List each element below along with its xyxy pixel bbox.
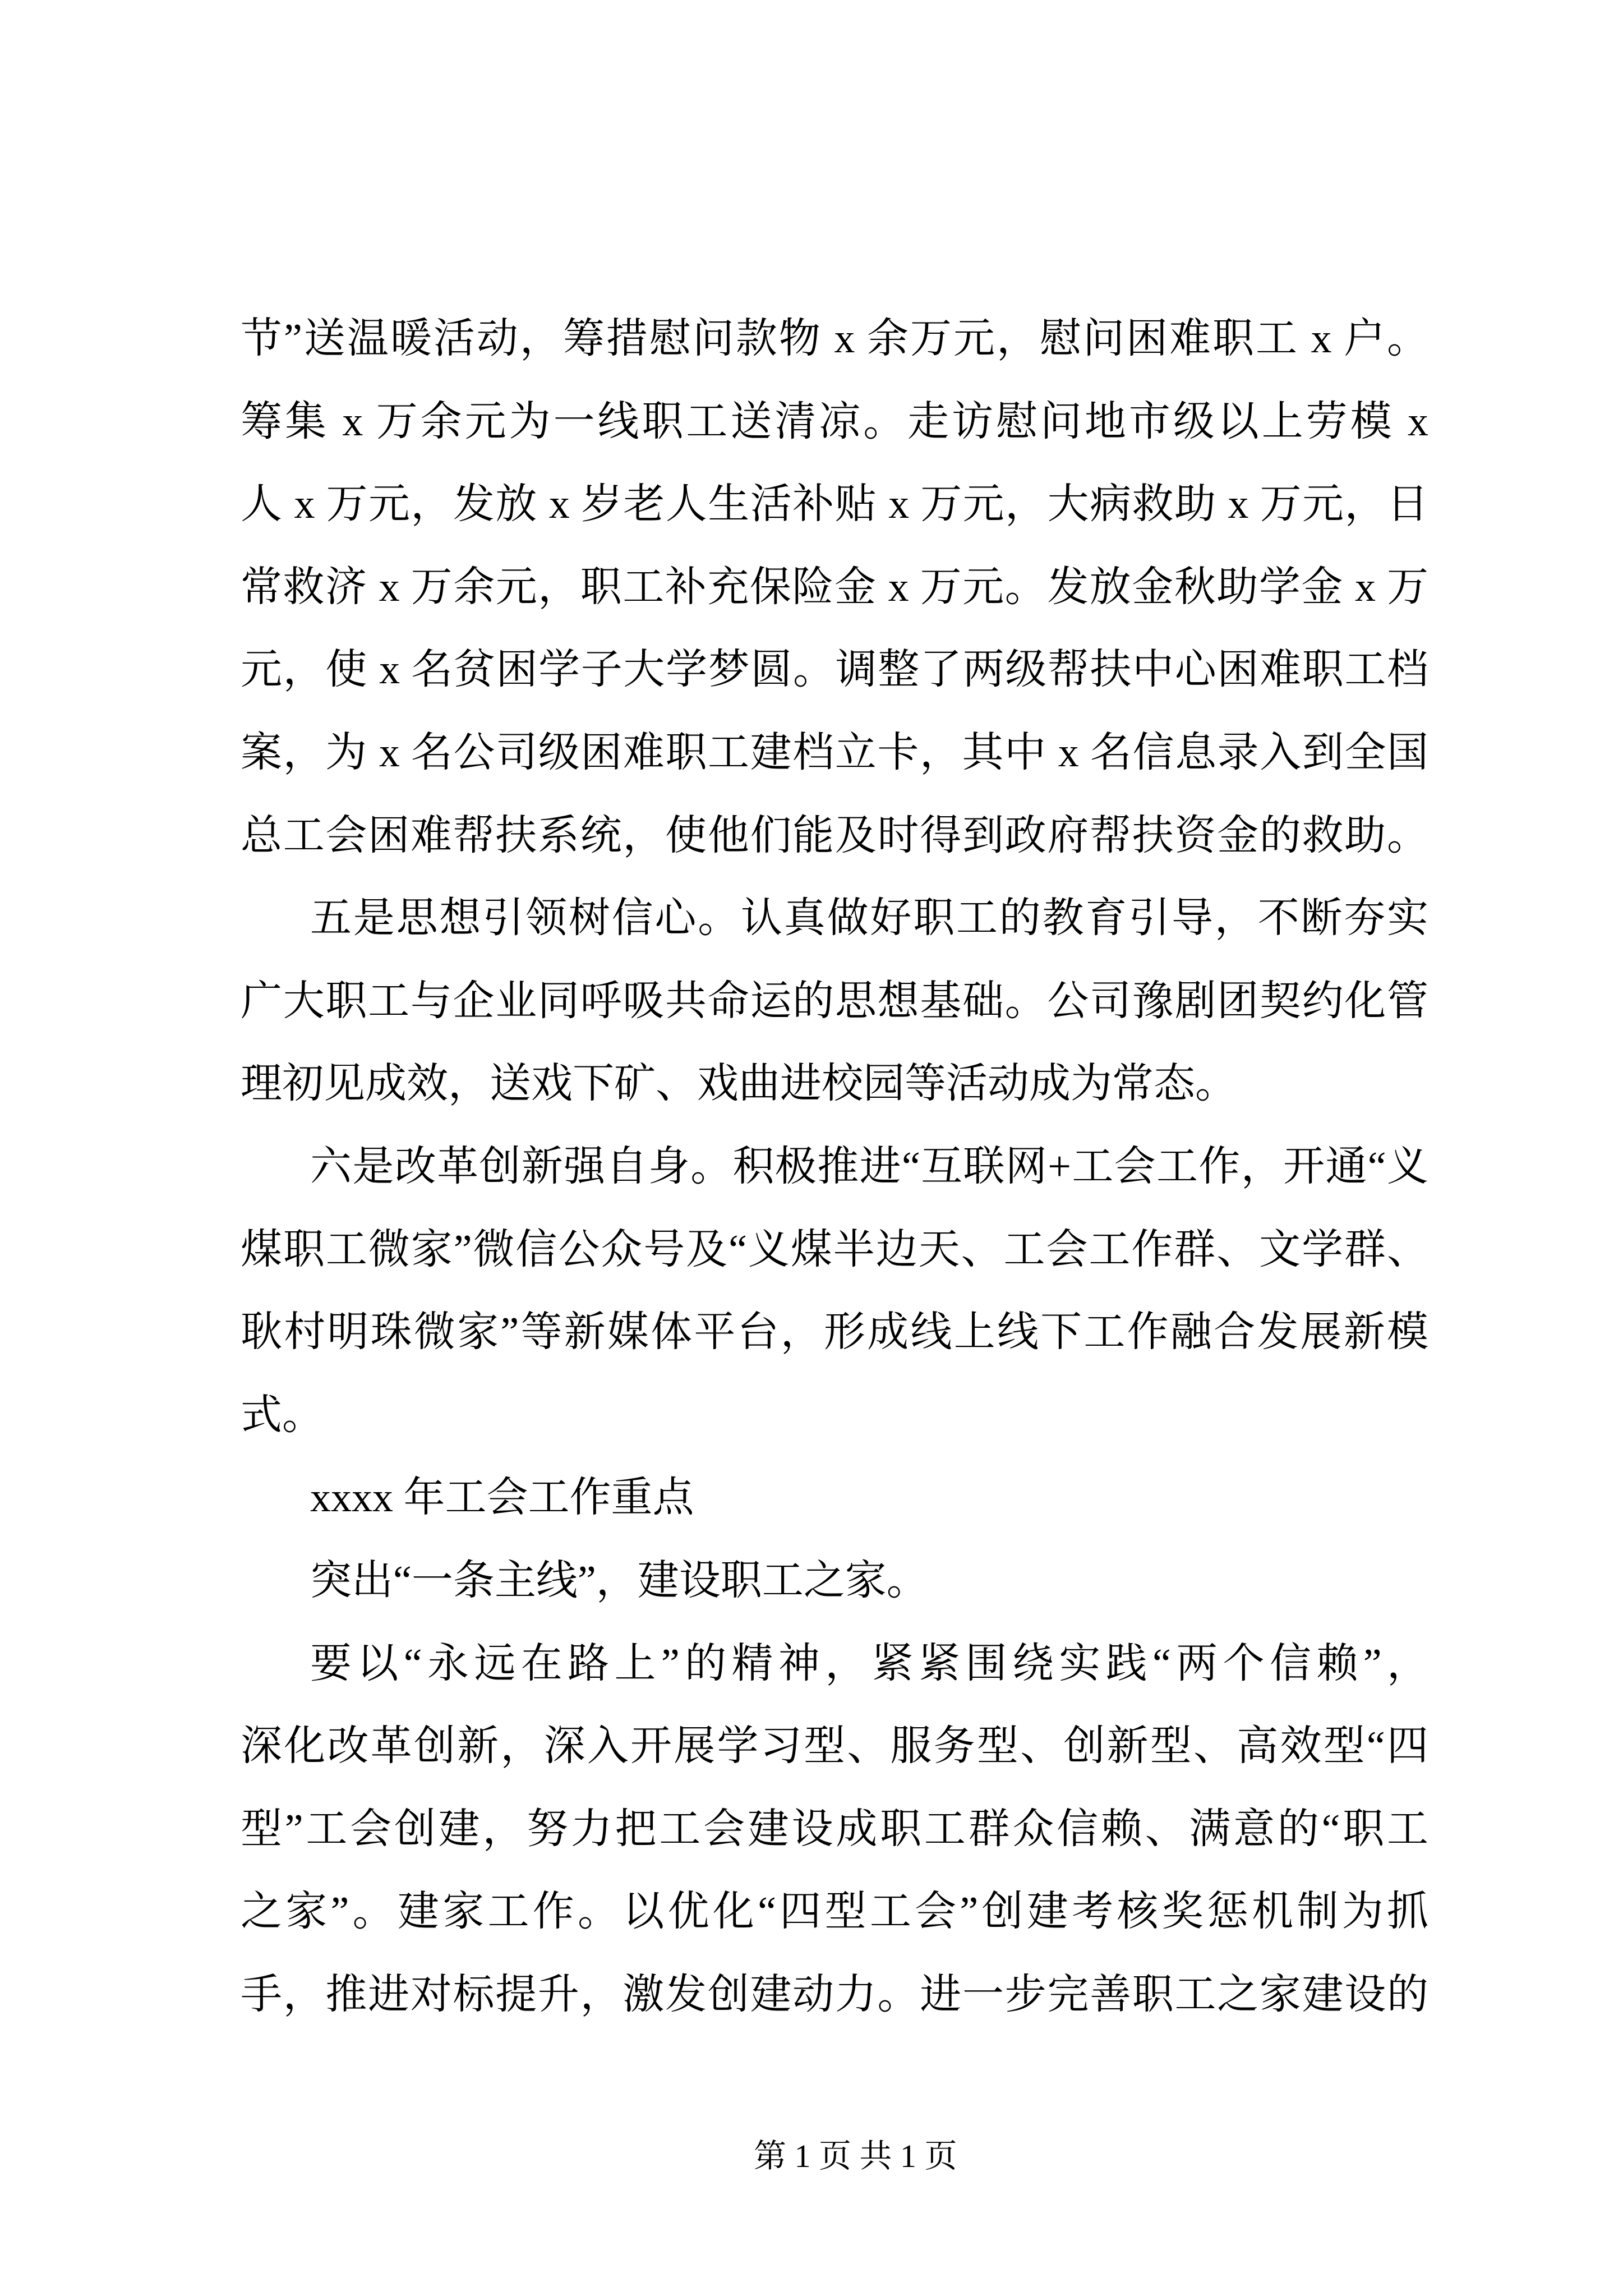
text-line: xxxx 年工会工作重点 (310, 1475, 694, 1521)
text-line: 深化改革创新，深入开展学习型、服务型、创新型、高效型“四 (241, 1723, 1428, 1770)
text-line: 要以“永远在路上”的精神，紧紧围绕实践“两个信赖”， (310, 1640, 1428, 1687)
paragraph (241, 1126, 1428, 1457)
text-line: 总工会困难帮扶系统，使他们能及时得到政府帮扶资金的救助。 (241, 812, 1428, 859)
text-line: 之家”。建家工作。以优化“四型工会”创建考核奖惩机制为抓 (241, 1889, 1428, 1935)
document-body (241, 298, 1428, 2036)
text-line: 耿村明珠微家”等新媒体平台，形成线上线下工作融合发展新模 (241, 1309, 1428, 1356)
section-heading (241, 1457, 1428, 1540)
text-line: 手，推进对标提升，激发创建动力。进一步完善职工之家建设的 (241, 1971, 1428, 2018)
text-line: 理初见成效，送戏下矿、戏曲进校园等活动成为常态。 (241, 1061, 1237, 1107)
paragraph-continued (241, 298, 1428, 877)
text-line: 六是改革创新强自身。积极推进“互联网+工会工作，开通“义 (310, 1143, 1428, 1190)
section-subheading (241, 1540, 1428, 1623)
text-line: 常救济 x 万余元，职工补充保险金 x 万元。发放金秋助学金 x 万 (241, 564, 1428, 610)
paragraph (241, 1623, 1428, 2037)
text-line: 煤职工微家”微信公众号及“义煤半边天、工会工作群、文学群、 (241, 1226, 1428, 1273)
text-line: 节”送温暖活动，筹措慰问款物 x 余万元，慰问困难职工 x 户。 (241, 316, 1428, 362)
text-line: 突出“一条主线”，建设职工之家。 (310, 1557, 928, 1604)
paragraph (241, 877, 1428, 1126)
text-line: 筹集 x 万余元为一线职工送清凉。走访慰问地市级以上劳模 x (241, 398, 1428, 445)
text-line: 广大职工与企业同呼吸共命运的思想基础。公司豫剧团契约化管 (241, 978, 1428, 1024)
text-line: 人 x 万元，发放 x 岁老人生活补贴 x 万元，大病救助 x 万元，日 (241, 481, 1428, 528)
text-line: 式。 (241, 1392, 324, 1438)
page-number-footer: 第 1 页 共 1 页 (754, 2138, 957, 2174)
text-line: 案，为 x 名公司级困难职工建档立卡，其中 x 名信息录入到全国 (241, 729, 1428, 776)
text-line: 五是思想引领树信心。认真做好职工的教育引导，不断夯实 (310, 895, 1428, 942)
text-line: 型”工会创建，努力把工会建设成职工群众信赖、满意的“职工 (241, 1806, 1428, 1852)
text-line: 元，使 x 名贫困学子大学梦圆。调整了两级帮扶中心困难职工档 (241, 647, 1428, 693)
